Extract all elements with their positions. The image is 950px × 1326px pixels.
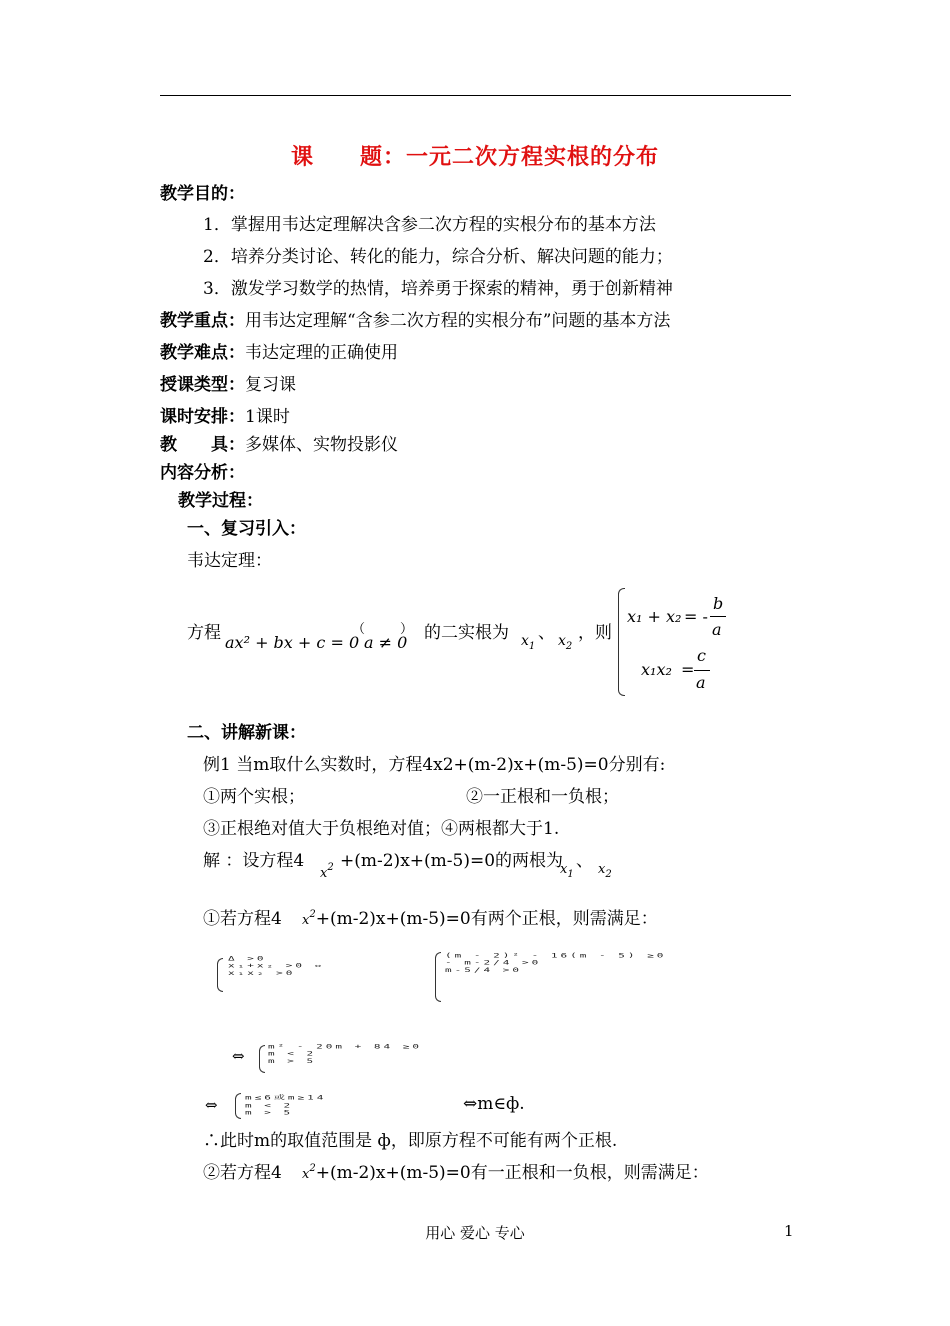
case-1-text	[302, 904, 658, 929]
then-text: ，则	[578, 623, 612, 643]
system-1-left-brace	[217, 958, 223, 992]
condition-close-paren: ）	[400, 622, 414, 637]
difficulty-row	[160, 338, 398, 363]
vieta-sum-numerator: b	[713, 594, 724, 613]
case-2-label: ②一正根和一负根；	[466, 787, 619, 807]
case-1-label: ①两个实根；	[203, 787, 305, 807]
solution-root-separator: 、	[576, 851, 593, 871]
content-analysis-label: 内容分析：	[160, 463, 245, 483]
goal-item-2: 2．培养分类讨论、转化的能力，综合分析、解决问题的能力；	[203, 247, 673, 267]
vieta-sum-lhs: x₁ + x₂	[627, 607, 682, 626]
root-x1: $x_1$	[521, 633, 536, 652]
goal-item-3: 3．激发学习数学的热情，培养勇于探索的精神，勇于创新精神	[203, 279, 673, 299]
case-1-x-squared: $x^2$	[302, 909, 316, 928]
lesson-type-row	[160, 370, 296, 395]
schedule-label: 课时安排：	[160, 407, 245, 427]
vieta-product-lhs: x₁x₂	[641, 660, 672, 679]
vieta-product-denominator: a	[696, 673, 706, 692]
key-point-label: 教学重点：	[160, 311, 245, 331]
system-3-brace	[235, 1093, 241, 1119]
roots-separator: 、	[538, 623, 555, 643]
quadratic-formula: ax² + bx + c = 0	[225, 633, 360, 652]
vieta-product-equals: =	[681, 660, 695, 679]
difficulty-text: 韦达定理的正确使用	[245, 343, 398, 363]
schedule-text: 1课时	[245, 407, 290, 427]
iff-arrow-2: ⇔	[232, 1047, 245, 1065]
vieta-product-numerator: c	[697, 646, 706, 665]
lesson-type-text: 复习课	[245, 375, 296, 395]
system-2-formula-image: m² - 20m + 84 ≥0 m < 2 m > 5	[268, 1043, 422, 1065]
schedule-row	[160, 402, 290, 427]
section-heading-2: 二、讲解新课：	[187, 723, 306, 743]
vieta-label: 韦达定理：	[187, 551, 272, 571]
goal-item-1: 1．掌握用韦达定理解决含参二次方程的实根分布的基本方法	[203, 215, 656, 235]
equation-middle-text: 的二实根为	[424, 623, 509, 643]
system-3-formula-image: m≤6或m≥14 m < 2 m > 5	[245, 1094, 327, 1117]
solution-root-x2: $x_2$	[598, 862, 612, 880]
case-1-prefix: ①若方程4	[203, 909, 282, 929]
header-rule	[160, 95, 791, 96]
case-2-prefix: ②若方程4	[203, 1163, 282, 1183]
system-1-right-brace	[435, 952, 441, 1002]
result-empty-set: ⇔m∈ф.	[463, 1094, 525, 1114]
equation-prefix: 方程	[187, 623, 221, 643]
section-heading-1: 一、复习引入：	[187, 519, 306, 539]
goals-label: 教学目的：	[160, 184, 245, 204]
iff-arrow-3: ⇔	[205, 1096, 218, 1114]
condition-a-nonzero: a ≠ 0	[364, 633, 408, 652]
system-1-right-formula-image: (m - 2)² - 16(m - 5) ≥0 - m-2/4 >0 m-5/4 >0	[445, 952, 667, 974]
page-title: 课 题：一元二次方程实根的分布	[290, 144, 659, 170]
case-2-x-squared: $x^2$	[302, 1163, 316, 1182]
key-point-text: 用韦达定理解“含参二次方程的实根分布”问题的基本方法	[245, 311, 671, 331]
solution-x-squared: $x^2$	[320, 862, 334, 881]
solution-prefix: 解 ：设方程4	[203, 851, 305, 871]
vieta-sum-denominator: a	[712, 620, 722, 639]
condition-open-paren: （	[352, 622, 366, 637]
vieta-brace	[618, 588, 625, 696]
case-2-text	[302, 1158, 709, 1183]
tools-text: 多媒体、实物投影仪	[245, 435, 398, 455]
example-1-statement: 例1 当m取什么实数时，方程4x2+(m-2)x+(m-5)=0分别有:	[203, 755, 666, 775]
solution-text: +(m-2)x+(m-5)=0的两根为	[340, 851, 564, 871]
tools-label: 教 具：	[160, 435, 245, 455]
key-point-row	[160, 306, 670, 331]
conclusion-1: ∴此时m的取值范围是 ф，即原方程不可能有两个正根.	[203, 1131, 618, 1151]
tools-row	[160, 430, 398, 455]
root-x2: $x_2$	[558, 633, 573, 652]
footer-slogan: 用心 爱心 专心	[425, 1224, 525, 1242]
process-label: 教学过程：	[178, 491, 263, 511]
difficulty-label: 教学难点：	[160, 343, 245, 363]
vieta-sum-fraction-bar	[710, 616, 726, 617]
system-2-brace	[259, 1045, 265, 1073]
vieta-product-fraction-bar	[694, 670, 710, 671]
case-3-4-label: ③正根绝对值大于负根绝对值；④两根都大于1.	[203, 819, 560, 839]
case-1-rest: +(m-2)x+(m-5)=0有两个正根，则需满足：	[315, 909, 658, 929]
case-2-rest: +(m-2)x+(m-5)=0有一正根和一负根，则需满足：	[315, 1163, 709, 1183]
lesson-type-label: 授课类型：	[160, 375, 245, 395]
solution-root-x1: $x_1$	[560, 862, 574, 880]
page-number: 1	[784, 1222, 794, 1240]
vieta-sum-equals: = -	[684, 607, 708, 626]
system-1-left-formula-image: Δ >0 x₁+x₂ >0 ⇔ x₁x₂ >0	[228, 955, 325, 977]
